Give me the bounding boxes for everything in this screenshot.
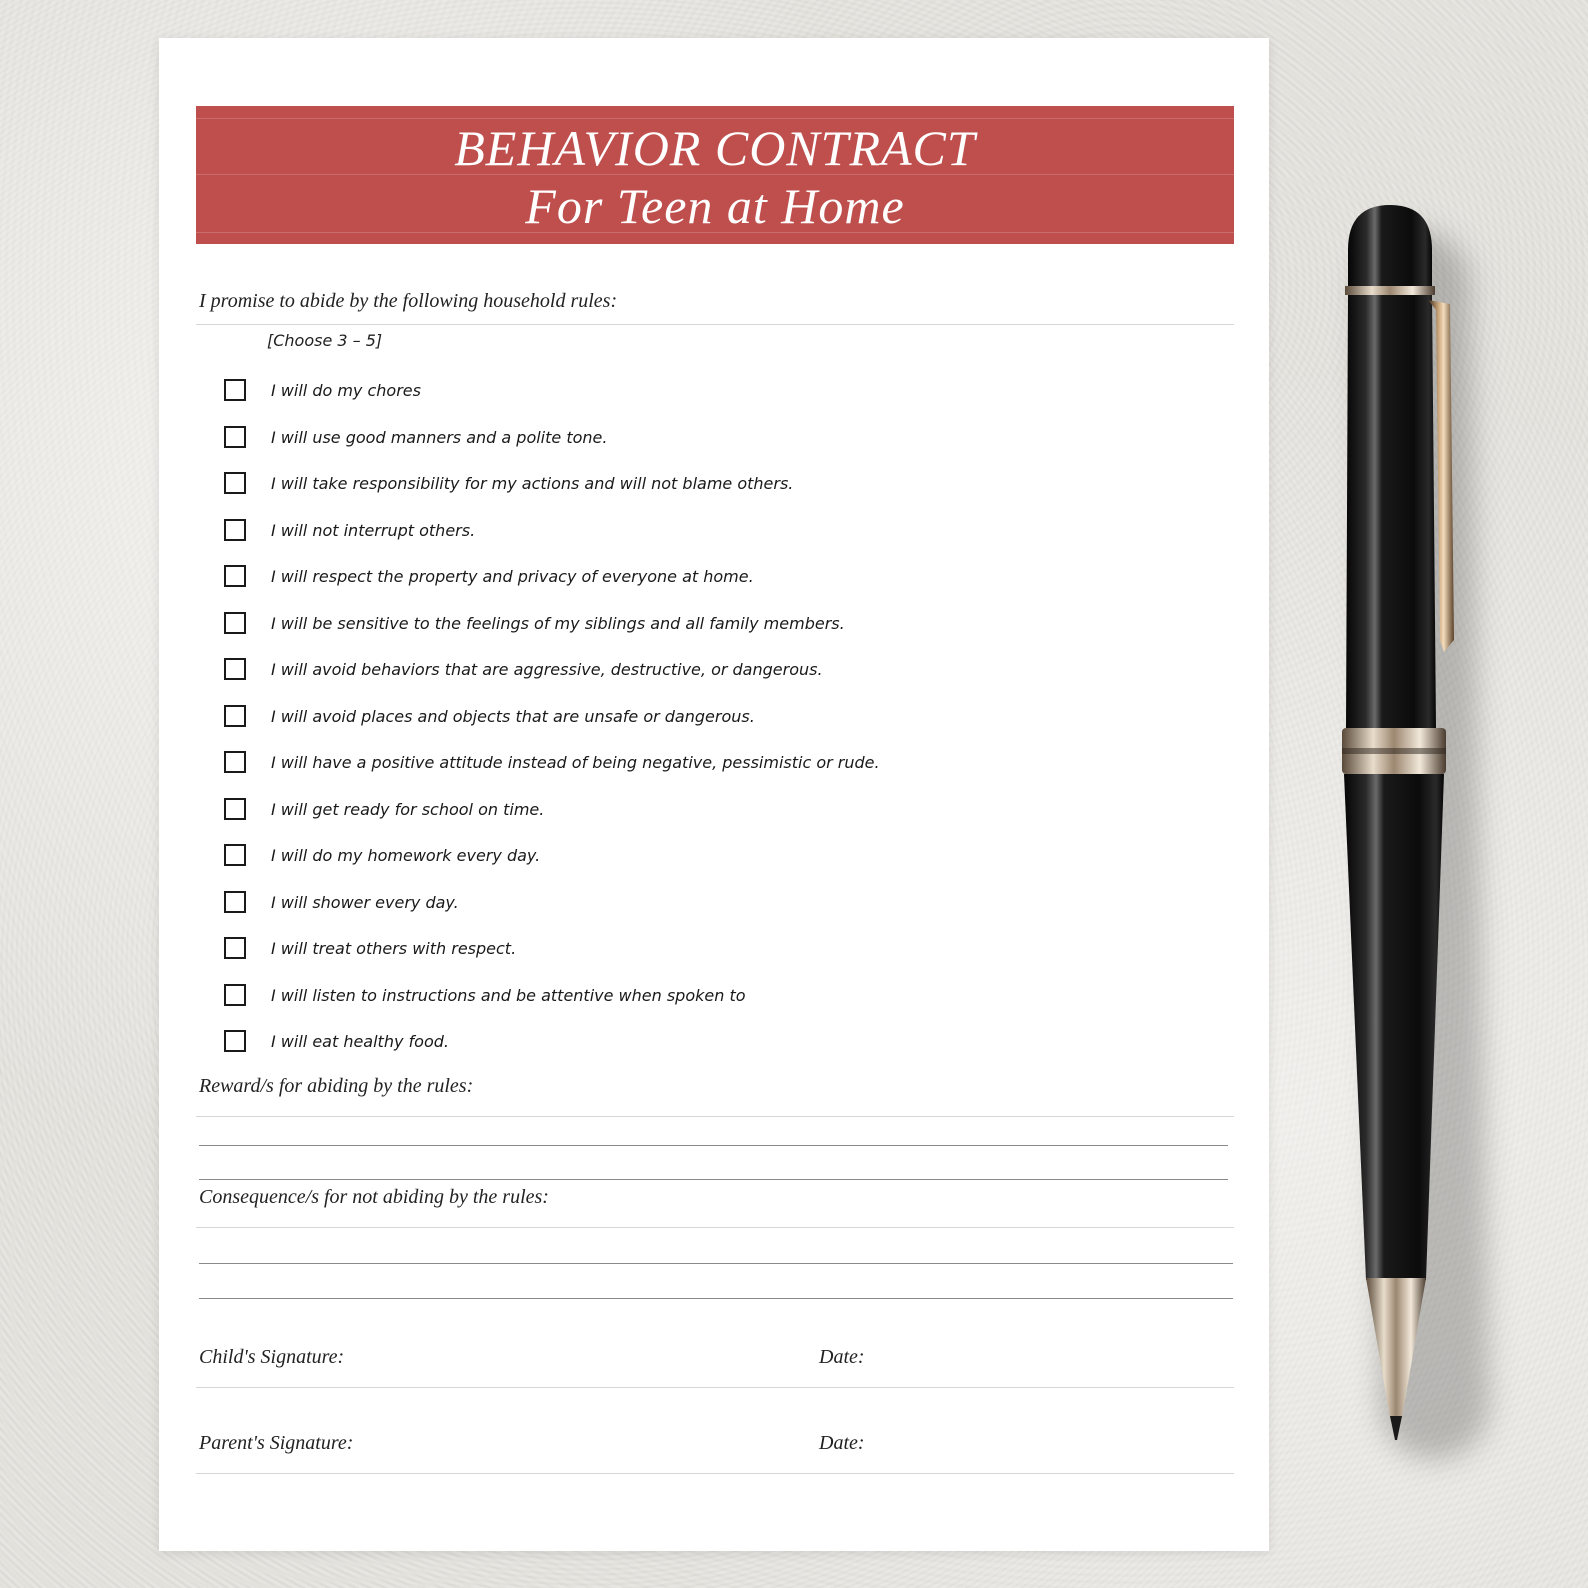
- rule-item-label: I will do my homework every day.: [271, 846, 541, 865]
- rule-item-label: I will treat others with respect.: [271, 939, 517, 958]
- rule-item-label: I will not interrupt others.: [271, 521, 476, 540]
- parent-date-label: Date:: [819, 1432, 865, 1454]
- checkbox-icon[interactable]: [224, 844, 246, 866]
- rule-item-label: I will use good manners and a polite tone.: [271, 428, 608, 447]
- checkbox-icon[interactable]: [224, 1030, 246, 1052]
- rule-item-label: I will avoid places and objects that are unsafe or dangerous.: [271, 707, 755, 726]
- child-signature-line[interactable]: [196, 1387, 1234, 1388]
- checkbox-icon[interactable]: [224, 751, 246, 773]
- consequence-write-line[interactable]: [199, 1263, 1233, 1264]
- checkbox-icon[interactable]: [224, 798, 246, 820]
- page-title: BEHAVIOR CONTRACT: [454, 120, 976, 176]
- checkbox-icon[interactable]: [224, 565, 246, 587]
- rule-item-label: I will take responsibility for my actions and will not blame others.: [271, 474, 794, 493]
- header-banner: [196, 106, 1234, 244]
- rule-item-label: I will get ready for school on time.: [271, 800, 545, 819]
- checkbox-icon[interactable]: [224, 984, 246, 1006]
- rule-item-label: I will listen to instructions and be attentive when spoken to: [271, 986, 746, 1005]
- checkbox-icon[interactable]: [224, 891, 246, 913]
- parent-signature-line[interactable]: [196, 1473, 1234, 1474]
- consequence-write-line[interactable]: [199, 1298, 1233, 1299]
- ballpoint-pen-icon: [1340, 200, 1490, 1460]
- reward-write-line[interactable]: [199, 1145, 1228, 1146]
- rules-section-divider: [196, 324, 1234, 325]
- rule-item-label: I will respect the property and privacy of everyone at home.: [271, 567, 754, 586]
- checkbox-icon[interactable]: [224, 658, 246, 680]
- rule-item-label: I will have a positive attitude instead of being negative, pessimistic or rude.: [271, 753, 880, 772]
- rule-item-label: I will do my chores: [271, 381, 421, 400]
- checkbox-icon[interactable]: [224, 612, 246, 634]
- checkbox-icon[interactable]: [224, 472, 246, 494]
- checkbox-icon[interactable]: [224, 705, 246, 727]
- reward-write-line[interactable]: [199, 1179, 1228, 1180]
- contract-page: [159, 38, 1269, 1551]
- checkbox-icon[interactable]: [224, 519, 246, 541]
- rule-item-label: I will be sensitive to the feelings of my siblings and all family members.: [271, 614, 845, 633]
- checkbox-icon[interactable]: [224, 379, 246, 401]
- child-date-label: Date:: [819, 1346, 865, 1368]
- parent-signature-label: Parent's Signature:: [199, 1432, 354, 1454]
- reward-section-label: Reward/s for abiding by the rules:: [199, 1075, 474, 1097]
- checkbox-icon[interactable]: [224, 937, 246, 959]
- choose-note: [Choose 3 – 5]: [267, 331, 383, 350]
- consequence-section-divider: [196, 1227, 1234, 1228]
- child-signature-label: Child's Signature:: [199, 1346, 345, 1368]
- reward-section-divider: [196, 1116, 1234, 1117]
- rule-item-label: I will avoid behaviors that are aggressive, destructive, or dangerous.: [271, 660, 823, 679]
- consequence-section-label: Consequence/s for not abiding by the rules:: [199, 1186, 549, 1208]
- rule-item-label: I will eat healthy food.: [271, 1032, 449, 1051]
- rule-item-label: I will shower every day.: [271, 893, 459, 912]
- rules-section-label: I promise to abide by the following household rules:: [199, 290, 618, 312]
- page-subtitle: For Teen at Home: [525, 178, 905, 234]
- checkbox-icon[interactable]: [224, 426, 246, 448]
